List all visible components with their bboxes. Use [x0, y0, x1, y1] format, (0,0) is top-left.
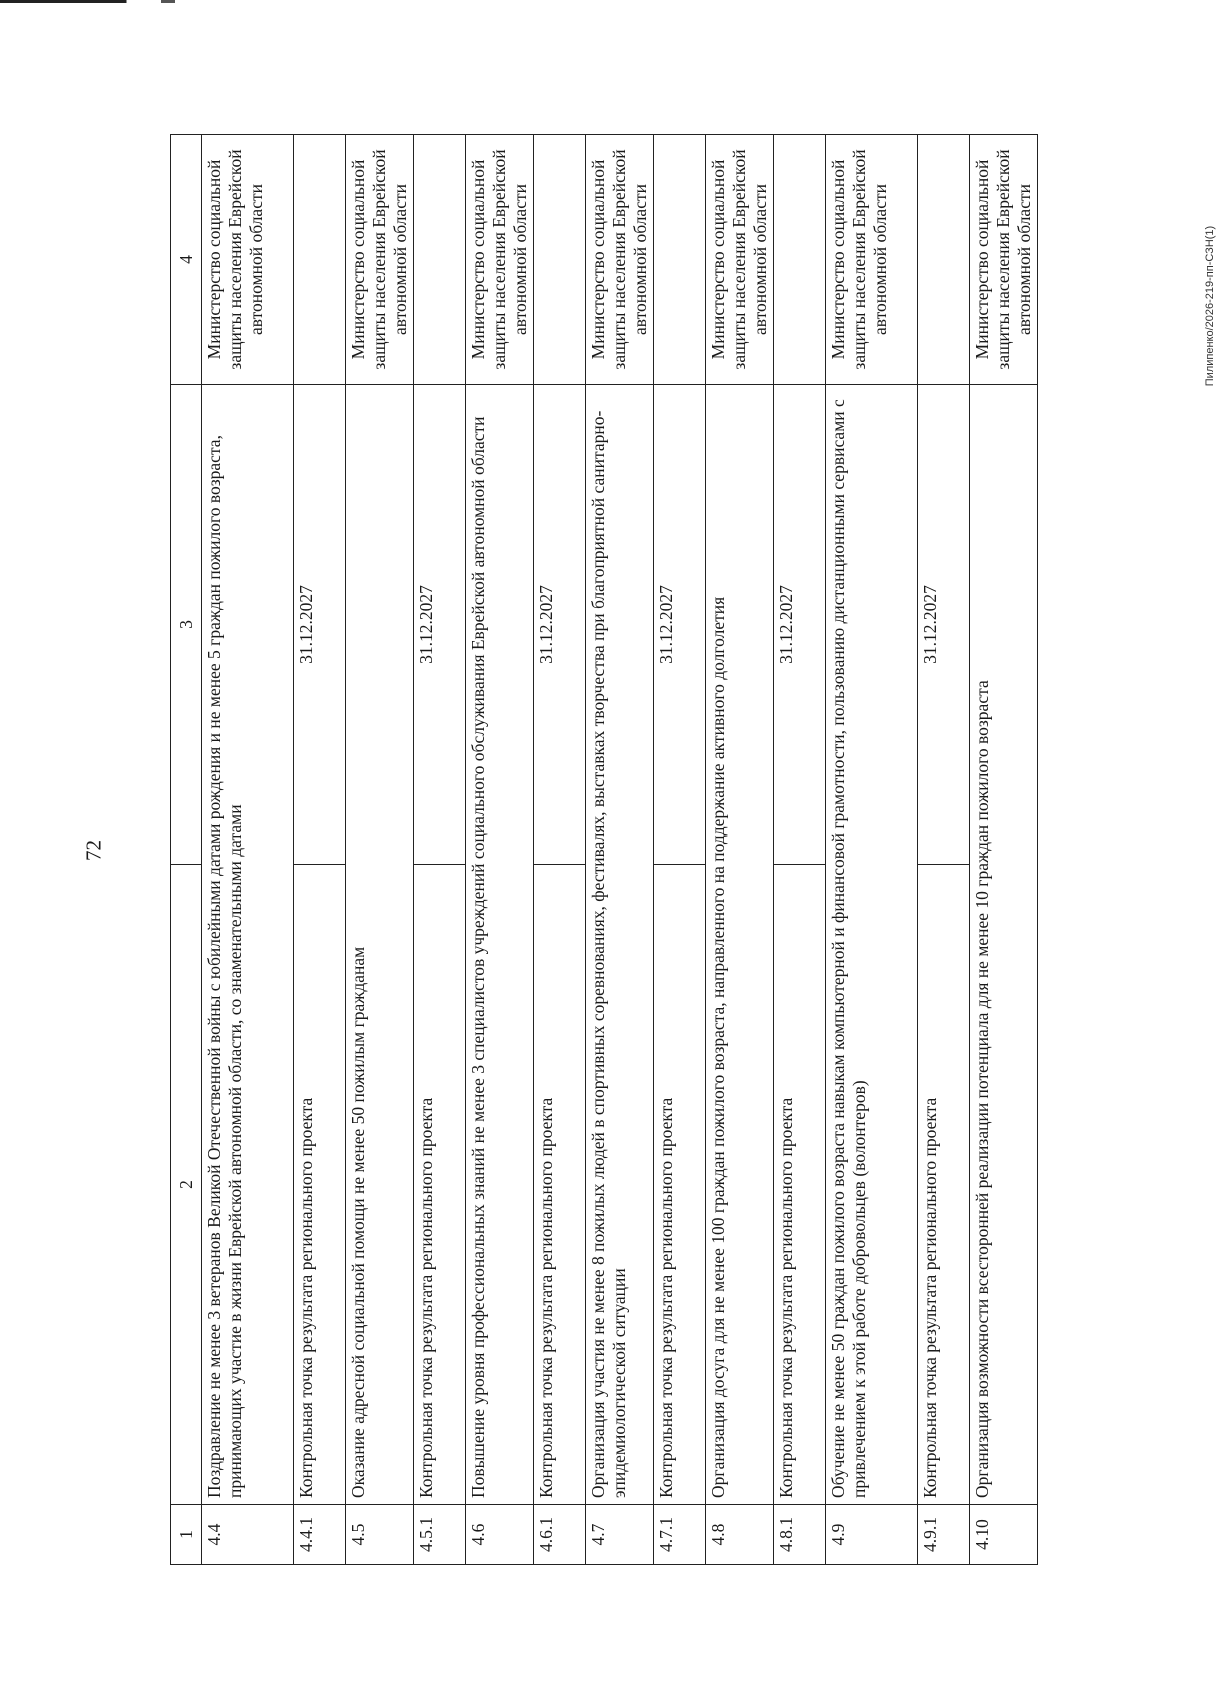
row-description: Организация возможности всесторонней реализации потенциала для не менее 10 граждан пожилого возраста [970, 385, 1038, 1505]
table-row [466, 135, 534, 1565]
row-date: 31.12.2027 [654, 385, 706, 865]
table-row [586, 135, 654, 1565]
table-row [774, 135, 826, 1565]
row-description: Контрольная точка результата регионального проекта [414, 865, 466, 1505]
document-code: Пилипенко/2026-219-пп-СЗН(1) [1204, 225, 1216, 387]
row-description: Повышение уровня профессиональных знаний не менее 3 специалистов учреждений социального обслуживания Еврейской автономной области [466, 385, 534, 1505]
row-empty [918, 135, 970, 385]
row-date: 31.12.2027 [534, 385, 586, 865]
table-row [414, 135, 466, 1565]
row-number: 4.8 [706, 1505, 774, 1565]
table-row [202, 135, 294, 1565]
table-row [654, 135, 706, 1565]
row-number: 4.10 [970, 1505, 1038, 1565]
row-responsible: Министерство социальной защиты населения Еврейской автономной области [826, 135, 918, 385]
page-number: 72 [81, 840, 106, 861]
row-number: 4.9.1 [918, 1505, 970, 1565]
row-description: Контрольная точка результата регионального проекта [654, 865, 706, 1505]
row-description: Оказание адресной социальной помощи не менее 50 пожилым гражданам [346, 385, 414, 1505]
project-table [170, 134, 1038, 1565]
row-number: 4.6 [466, 1505, 534, 1565]
table-row [706, 135, 774, 1565]
row-description: Организация участия не менее 8 пожилых людей в спортивных соревнованиях, фестивалях, выставках творчества при благоприятной санитарно-эпидемиологической ситуации [586, 385, 654, 1505]
row-responsible: Министерство социальной защиты населения Еврейской автономной области [970, 135, 1038, 385]
row-description: Контрольная точка результата регионального проекта [774, 865, 826, 1505]
row-responsible: Министерство социальной защиты населения Еврейской автономной области [202, 135, 294, 385]
row-empty [654, 135, 706, 385]
row-date: 31.12.2027 [774, 385, 826, 865]
row-date: 31.12.2027 [918, 385, 970, 865]
scan-edge-mark [0, 0, 230, 3]
row-date: 31.12.2027 [294, 385, 346, 865]
row-description: Обучение не менее 50 граждан пожилого возраста навыкам компьютерной и финансовой грамотности, пользованию дистанционными сервисами с привлечением к этой работе добровольцев (волонтеров) [826, 385, 918, 1505]
row-number: 4.8.1 [774, 1505, 826, 1565]
row-number: 4.6.1 [534, 1505, 586, 1565]
row-number: 4.4 [202, 1505, 294, 1565]
row-date: 31.12.2027 [414, 385, 466, 865]
header-col-3: 3 [171, 385, 202, 865]
row-empty [414, 135, 466, 385]
row-responsible: Министерство социальной защиты населения Еврейской автономной области [706, 135, 774, 385]
row-number: 4.7.1 [654, 1505, 706, 1565]
table-row [826, 135, 918, 1565]
row-responsible: Министерство социальной защиты населения Еврейской автономной области [346, 135, 414, 385]
row-empty [534, 135, 586, 385]
row-number: 4.5.1 [414, 1505, 466, 1565]
row-number: 4.4.1 [294, 1505, 346, 1565]
row-number: 4.5 [346, 1505, 414, 1565]
header-row [171, 135, 202, 1565]
table-row [346, 135, 414, 1565]
row-description: Контрольная точка результата регионального проекта [294, 865, 346, 1505]
row-description: Организация досуга для не менее 100 граждан пожилого возраста, направленного на поддержание активного долголетия [706, 385, 774, 1505]
row-empty [294, 135, 346, 385]
row-empty [774, 135, 826, 385]
table-row [918, 135, 970, 1565]
table-row [294, 135, 346, 1565]
row-responsible: Министерство социальной защиты населения Еврейской автономной области [586, 135, 654, 385]
header-col-4: 4 [171, 135, 202, 385]
header-col-2: 2 [171, 865, 202, 1505]
table-row [970, 135, 1038, 1565]
row-description: Поздравление не менее 3 ветеранов Великой Отечественной войны с юбилейными датами рождения и не менее 5 граждан пожилого возраста, принимающих участие в жизни Еврейской автономной области, со знаменательными датами [202, 385, 294, 1505]
row-number: 4.9 [826, 1505, 918, 1565]
row-number: 4.7 [586, 1505, 654, 1565]
row-description: Контрольная точка результата регионального проекта [534, 865, 586, 1505]
row-responsible: Министерство социальной защиты населения Еврейской автономной области [466, 135, 534, 385]
row-description: Контрольная точка результата регионального проекта [918, 865, 970, 1505]
table-row [534, 135, 586, 1565]
rotated-table-frame [170, 135, 1034, 1565]
header-col-1: 1 [171, 1505, 202, 1565]
